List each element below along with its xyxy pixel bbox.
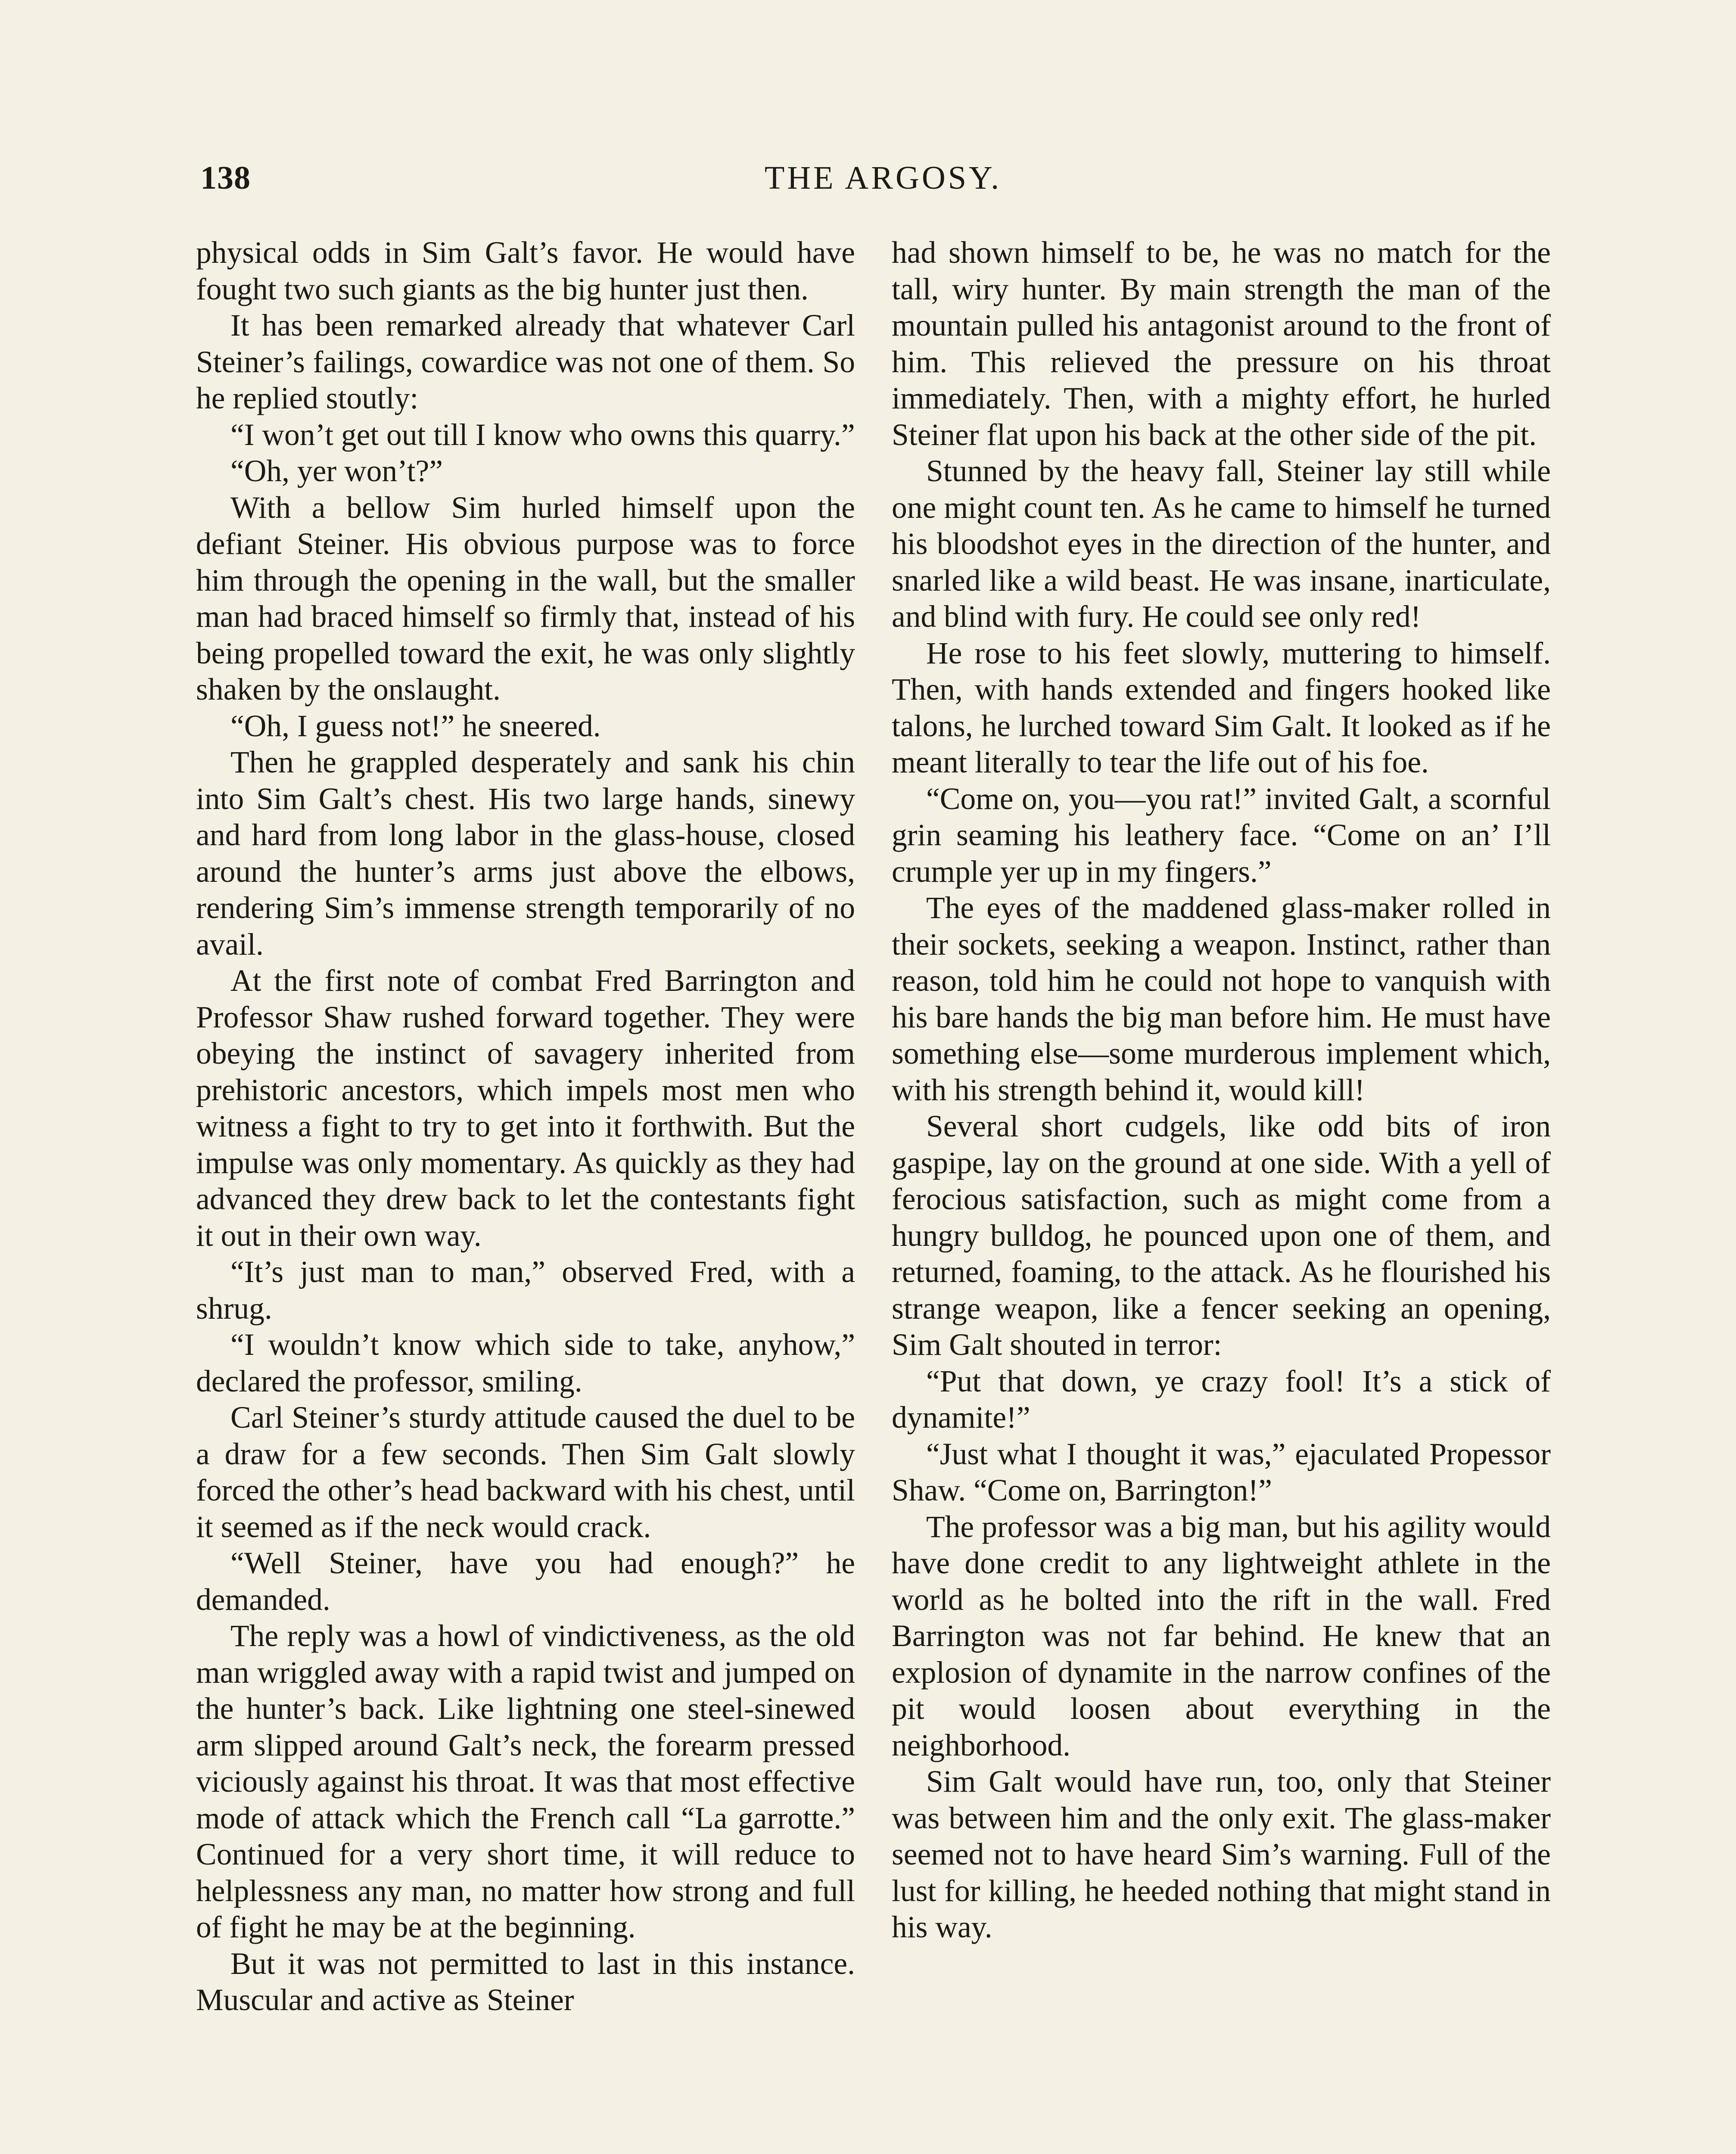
page-header	[200, 159, 1566, 207]
paragraph: With a bellow Sim hurled himself upon the defiant Steiner. His obvious purpose was to force him through the opening in the wall, but the smaller man had braced himself so firmly that, instead of his being propelled toward the exit, he was only slightly shaken by the onslaught.	[196, 490, 855, 707]
left-column	[196, 235, 855, 2019]
paragraph: Several short cudgels, like odd bits of iron gaspipe, lay on the ground at one side. With a yell of ferocious satisfaction, such as might come from a hungry bulldog, he pounced upon one of them, and returned, foaming, to the attack. As he flourished his strange weapon, like a fencer seeking an opening, Sim Galt shouted in terror:	[892, 1109, 1551, 1362]
paragraph: At the first note of combat Fred Barrington and Professor Shaw rushed forward together. They were obeying the instinct of savagery inherited from prehistoric ancestors, which impels most men who witness a fight to try to get into it forthwith. But the impulse was only momentary. As quickly as they had advanced they drew back to let the contestants fight it out in their own way.	[196, 964, 855, 1253]
paragraph: But it was not permitted to last in this instance. Muscular and active as Steiner	[196, 1946, 855, 2017]
paragraph: “I won’t get out till I know who owns this quarry.”	[230, 417, 855, 452]
paragraph: “Just what I thought it was,” ejaculated Propessor Shaw. “Come on, Barrington!”	[892, 1437, 1551, 1507]
paragraph: It has been remarked already that whatever Carl Steiner’s failings, cowardice was not one of them. So he replied stoutly:	[196, 308, 855, 415]
paragraph: Then he grappled desperately and sank his chin into Sim Galt’s chest. His two large hands, sinewy and hard from long labor in the glass-house, closed around the hunter’s arms just above the elbows, rendering Sim’s immense strength temporarily of no avail.	[196, 745, 855, 962]
paragraph: The professor was a big man, but his agility would have done credit to any lightweight athlete in the world as he bolted into the rift in the wall. Fred Barrington was not far behind. He knew that an explosion of dynamite in the narrow confines of the pit would loosen about everything in the neighborhood.	[892, 1510, 1551, 1762]
paragraph: Stunned by the heavy fall, Steiner lay still while one might count ten. As he came to himself he turned his bloodshot eyes in the direction of the hunter, and snarled like a wild beast. He was insane, inarticulate, and blind with fury. He could see only red!	[892, 454, 1551, 634]
paragraph: “Oh, yer won’t?”	[230, 454, 443, 488]
paragraph: “I wouldn’t know which side to take, anyhow,” declared the professor, smiling.	[196, 1328, 855, 1398]
paragraph: physical odds in Sim Galt’s favor. He would have fought two such giants as the big hunter just then.	[196, 236, 855, 306]
paragraph: “Oh, I guess not!” he sneered.	[230, 709, 601, 743]
paragraph: had shown himself to be, he was no match for the tall, wiry hunter. By main strength the man of the mountain pulled his antagonist around to the front of him. This relieved the pressure on his throat immediately. Then, with a mighty effort, he hurled Steiner flat upon his back at the other side of the pit.	[892, 236, 1551, 452]
paragraph: “It’s just man to man,” observed Fred, with a shrug.	[196, 1255, 855, 1326]
paragraph: The reply was a howl of vindictiveness, as the old man wriggled away with a rapid twist and jumped on the hunter’s back. Like lightning one steel-sinewed arm slipped around Galt’s neck, the forearm pressed viciously against his throat. It was that most effective mode of attack which the French call “La garrotte.” Continued for a very short time, it will reduce to helplessness any man, no matter how strong and full of fight he may be at the beginning.	[196, 1619, 855, 1944]
running-title: THE ARGOSY.	[764, 160, 1002, 196]
paragraph: The eyes of the maddened glass-maker rolled in their sockets, seeking a weapon. Instinct, rather than reason, told him he could not hope to vanquish with his bare hands the big man before him. He must have something else—some murderous implement which, with his strength behind it, would kill!	[892, 891, 1551, 1107]
page-number: 138	[200, 160, 251, 196]
paragraph: “Put that down, ye crazy fool! It’s a stick of dynamite!”	[892, 1364, 1551, 1435]
paragraph: “Come on, you—you rat!” invited Galt, a scornful grin seaming his leathery face. “Come on an’ I’ll crumple yer up in my fingers.”	[892, 781, 1551, 889]
paragraph: Sim Galt would have run, too, only that Steiner was between him and the only exit. The glass-maker seemed not to have heard Sim’s warning. Full of the lust for killing, he heeded nothing that might stand in his way.	[892, 1765, 1551, 1944]
paragraph: “Well Steiner, have you had enough?” he demanded.	[196, 1546, 855, 1617]
paragraph: Carl Steiner’s sturdy attitude caused the duel to be a draw for a few seconds. Then Sim Galt slowly forced the other’s head backward with his chest, until it seemed as if the neck would crack.	[196, 1401, 855, 1544]
right-column	[892, 235, 1551, 1946]
paragraph: He rose to his feet slowly, muttering to himself. Then, with hands extended and fingers hooked like talons, he lurched toward Sim Galt. It looked as if he meant literally to tear the life out of his foe.	[892, 636, 1551, 779]
